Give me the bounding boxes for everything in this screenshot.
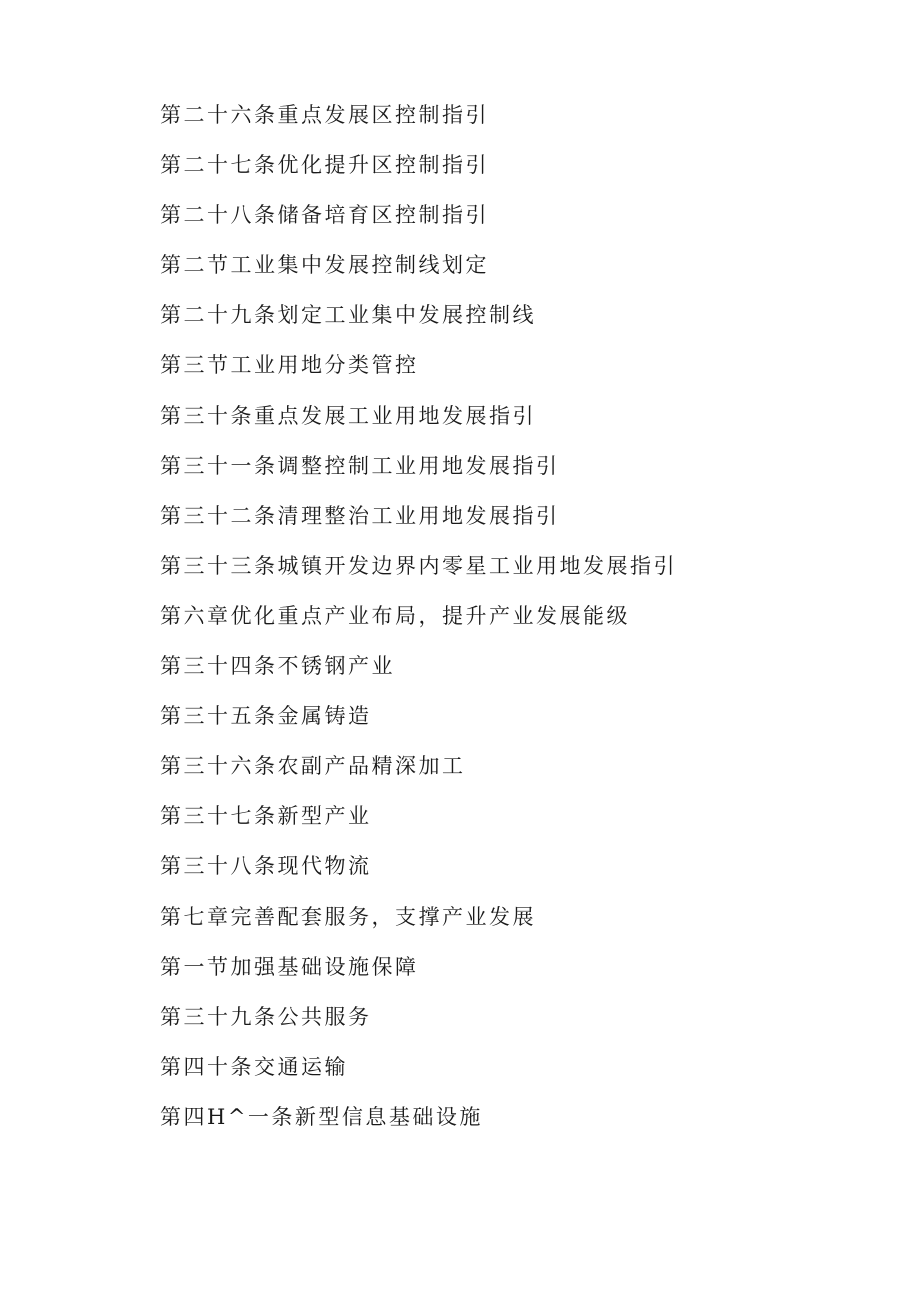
toc-chapter-heading: 第六章优化重点产业布局，提升产业发展能级 (160, 603, 630, 628)
toc-entry: 第四H^一条新型信息基础设施 (160, 1104, 483, 1129)
toc-entry: 第三十四条不锈钢产业 (160, 654, 395, 679)
toc-entry: 第三十二条清理整治工业用地发展指引 (160, 503, 560, 528)
toc-entry: 第二十七条优化提升区控制指引 (160, 153, 489, 178)
toc-entry: 第三十八条现代物流 (160, 854, 372, 879)
toc-entry: 第四十条交通运输 (160, 1054, 348, 1079)
toc-section-heading: 第二节工业集中发展控制线划定 (160, 253, 489, 278)
toc-entry: 第二十八条储备培育区控制指引 (160, 203, 489, 228)
toc-entry: 第三十一条调整控制工业用地发展指引 (160, 453, 560, 478)
toc-entry: 第三十九条公共服务 (160, 1004, 372, 1029)
toc-entry: 第三十五条金属铸造 (160, 704, 372, 729)
toc-entry: 第三十七条新型产业 (160, 804, 372, 829)
toc-entry: 第三十条重点发展工业用地发展指引 (160, 403, 536, 428)
table-of-contents (160, 90, 860, 1142)
toc-section-heading: 第一节加强基础设施保障 (160, 954, 419, 979)
toc-chapter-heading: 第七章完善配套服务，支撑产业发展 (160, 904, 536, 929)
toc-entry: 第三十六条农副产品精深加工 (160, 754, 466, 779)
toc-entry: 第三十三条城镇开发边界内零星工业用地发展指引 (160, 553, 677, 578)
toc-entry: 第二十六条重点发展区控制指引 (160, 103, 489, 127)
toc-entry: 第二十九条划定工业集中发展控制线 (160, 303, 536, 328)
toc-section-heading: 第三节工业用地分类管控 (160, 353, 419, 378)
